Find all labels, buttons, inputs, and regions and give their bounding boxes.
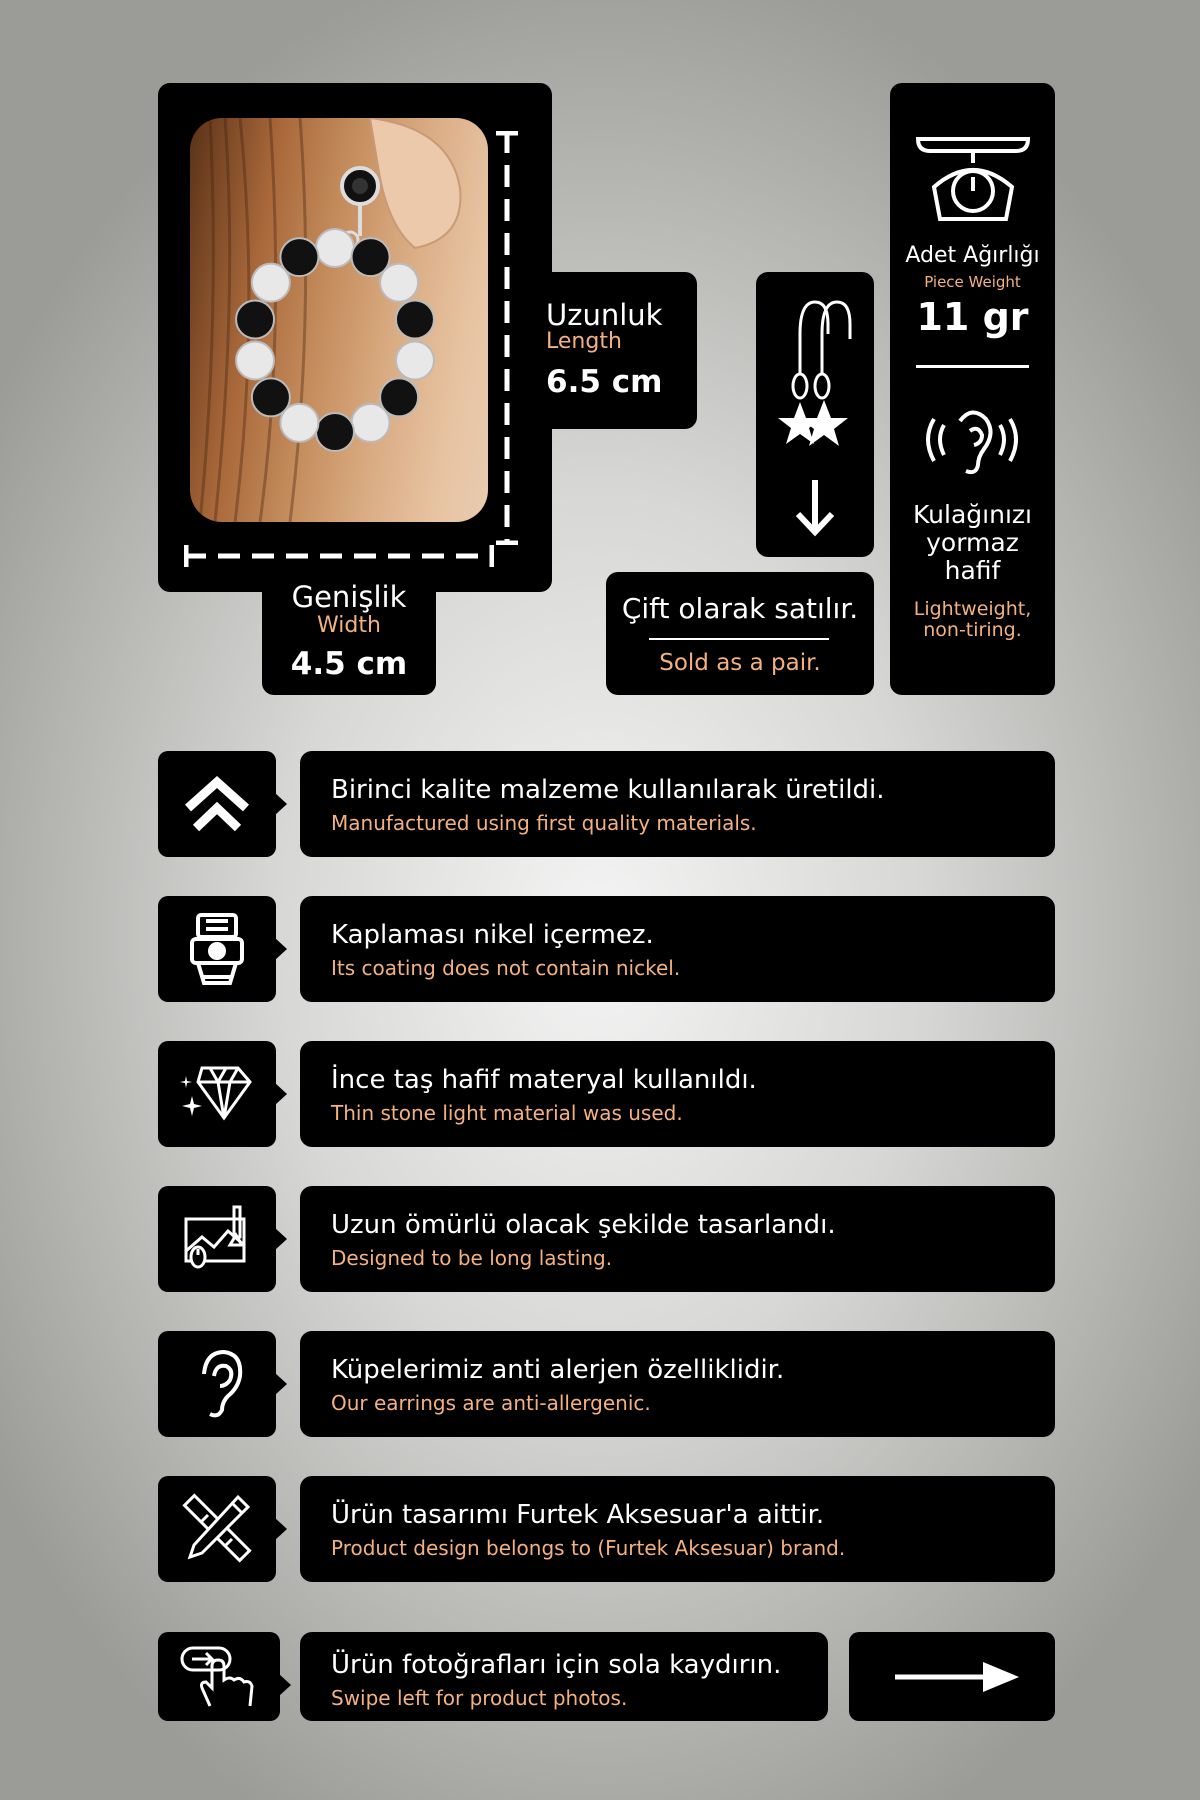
feature-row	[300, 1041, 1055, 1147]
feature-icon-box	[158, 751, 276, 857]
feature-row	[300, 1186, 1055, 1292]
feature-text-en: Designed to be long lasting.	[331, 1246, 613, 1270]
hoop-stone	[380, 264, 418, 302]
comfort-title-en: Lightweight, non-tiring.	[913, 598, 1032, 641]
feature-row	[300, 1632, 828, 1721]
feature-icon-box	[158, 1476, 276, 1582]
hoop-stone	[316, 229, 354, 267]
feature-text-en: Swipe left for product photos.	[331, 1686, 628, 1710]
weight-value: 11 gr	[916, 295, 1029, 339]
hoop-stone	[396, 341, 434, 379]
feature-text-en: Its coating does not contain nickel.	[331, 956, 681, 980]
pair-divider	[649, 638, 829, 640]
feature-text: Birinci kalite malzeme kullanılarak üretildi.	[331, 775, 885, 805]
scale-icon	[916, 135, 1030, 223]
weight-title: Adet Ağırlığı	[905, 243, 1040, 268]
feature-text: Uzun ömürlü olacak şekilde tasarlandı.	[331, 1210, 836, 1240]
hoop-stone	[236, 301, 274, 339]
feature-text: Ürün fotoğrafları için sola kaydırın.	[331, 1650, 782, 1680]
pair-visual	[756, 272, 874, 557]
swipe-hand-icon	[180, 1644, 256, 1708]
feature-text-en: Product design belongs to (Furtek Aksesuar) brand.	[331, 1536, 846, 1560]
coating-robot-icon	[180, 911, 254, 989]
length-ruler-icon	[496, 131, 518, 545]
feature-icon-box	[158, 1186, 276, 1292]
weight-panel	[890, 83, 1055, 695]
feature-icon-box	[158, 1632, 280, 1721]
earring-photo	[190, 118, 488, 522]
comfort-title: Kulağınızı yormaz hafif	[913, 500, 1032, 585]
length-title: Uzunluk	[546, 298, 663, 332]
width-label	[262, 568, 436, 695]
hoop-stone	[396, 301, 434, 339]
weight-title-en: Piece Weight	[924, 273, 1021, 291]
diamond-icon	[180, 1056, 254, 1126]
hoop-stone	[316, 413, 354, 451]
feature-text-en: Our earrings are anti-allergenic.	[331, 1391, 651, 1415]
width-value: 4.5 cm	[290, 646, 408, 682]
swipe-arrow-button[interactable]	[849, 1632, 1055, 1721]
feature-text: Ürün tasarımı Furtek Aksesuar'a aittir.	[331, 1500, 825, 1530]
feature-text: İnce taş hafif materyal kullanıldı.	[331, 1065, 757, 1095]
feature-row	[300, 1331, 1055, 1437]
feature-text-en: Thin stone light material was used.	[331, 1101, 683, 1125]
weight-divider	[916, 365, 1029, 368]
design-board-icon	[180, 1201, 254, 1275]
feature-row	[300, 1476, 1055, 1582]
hoop-stone	[280, 238, 318, 276]
length-title-en: Length	[546, 329, 622, 354]
width-ruler-icon	[184, 545, 494, 567]
arrow-down-icon	[794, 478, 836, 538]
hoop-stone	[352, 404, 390, 442]
feature-row	[300, 896, 1055, 1002]
hoop-stone	[252, 378, 290, 416]
feature-text: Küpelerimiz anti alerjen özelliklidir.	[331, 1355, 785, 1385]
hoop-stone	[236, 341, 274, 379]
feature-icon-box	[158, 1331, 276, 1437]
feature-icon-box	[158, 896, 276, 1002]
photo-frame	[158, 83, 552, 592]
feature-text-en: Manufactured using first quality materials.	[331, 811, 757, 835]
sold-as-pair-label	[606, 572, 874, 695]
feature-row	[300, 751, 1055, 857]
width-title-en: Width	[317, 613, 381, 638]
ear-icon	[180, 1346, 254, 1420]
layers-arrow-icon	[180, 766, 254, 840]
pair-title-en: Sold as a pair.	[659, 650, 821, 676]
arrow-right-icon	[895, 1660, 1019, 1694]
length-label	[530, 272, 697, 429]
length-value: 6.5 cm	[546, 364, 663, 400]
feature-icon-box	[158, 1041, 276, 1147]
pencil-ruler-icon	[180, 1491, 254, 1565]
feature-text: Kaplaması nikel içermez.	[331, 920, 654, 950]
ear-sound-icon	[922, 399, 1022, 479]
width-title: Genişlik	[291, 580, 407, 614]
pair-title: Çift olarak satılır.	[621, 592, 859, 625]
